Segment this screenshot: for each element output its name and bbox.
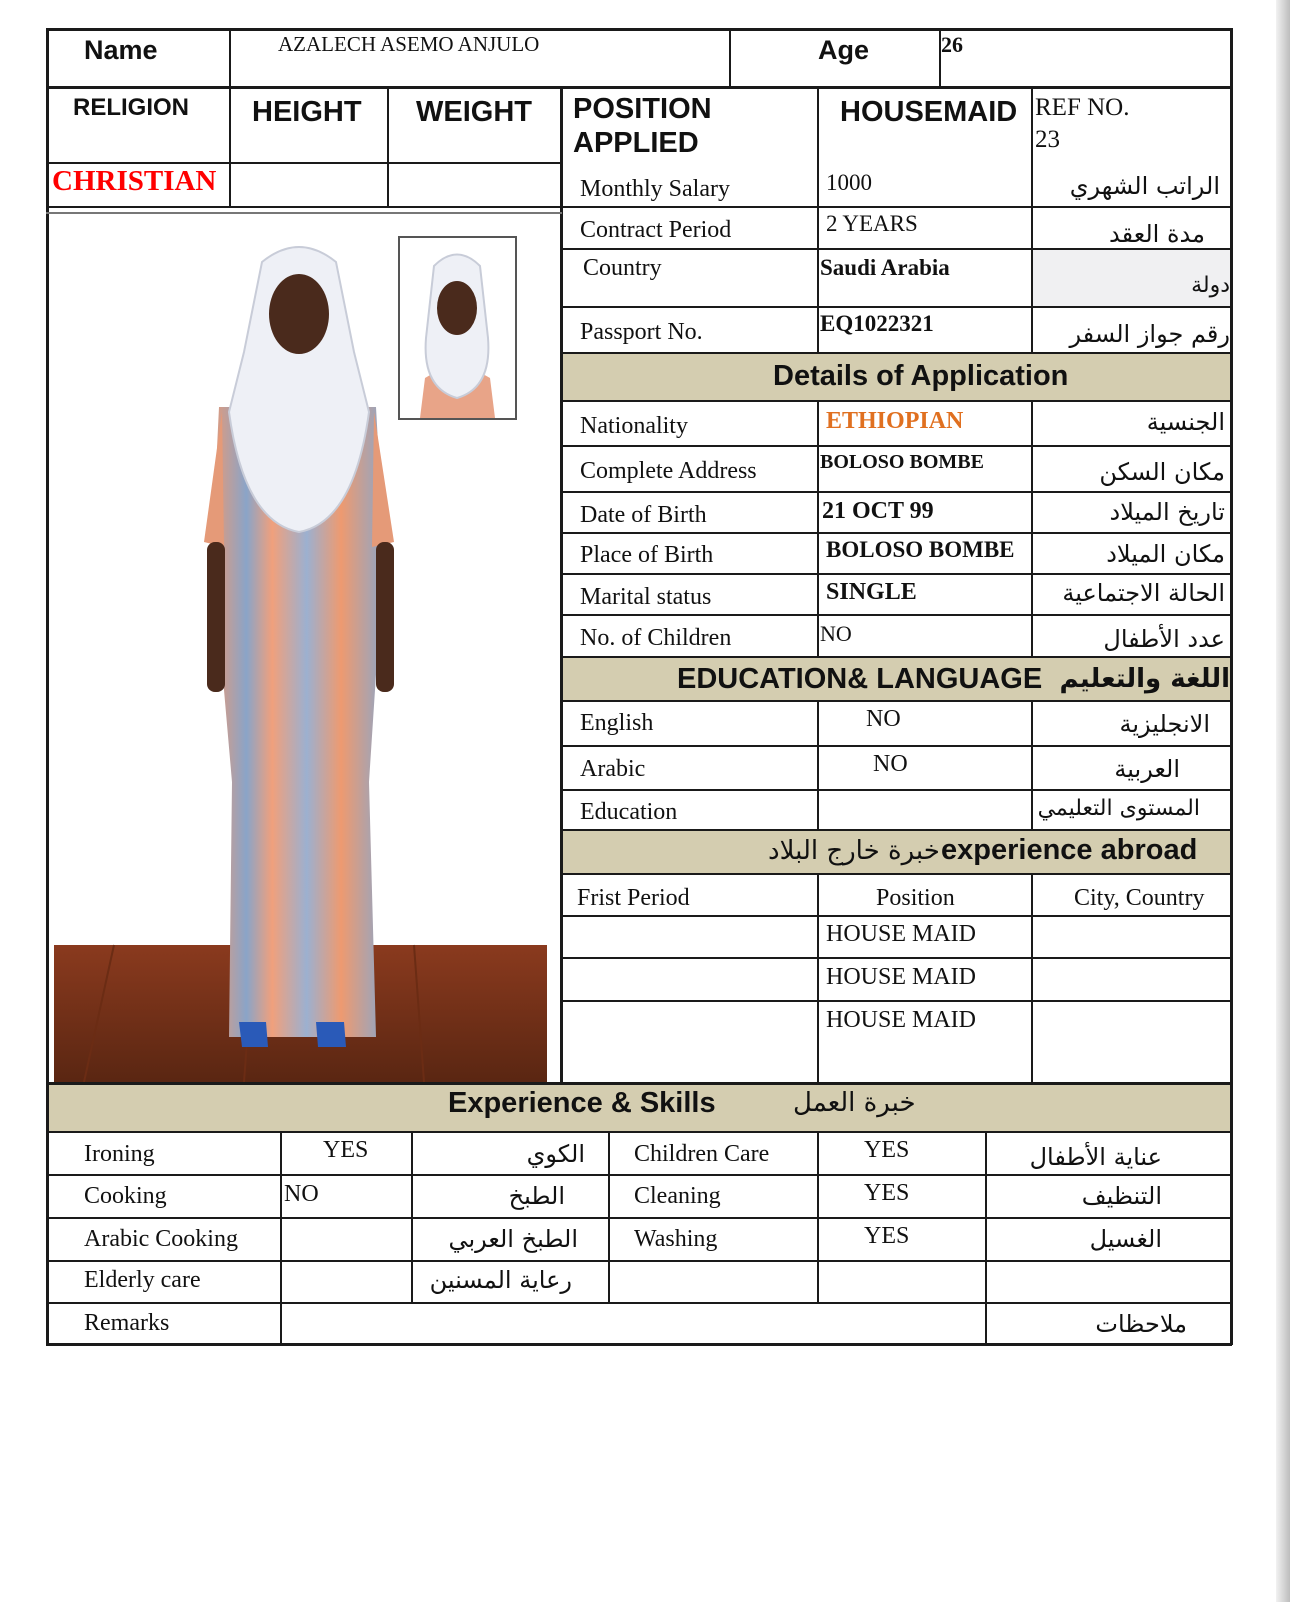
experience-title-ar: خبرة خارج البلاد <box>768 836 940 866</box>
contract-period-ar: مدة العقد <box>1109 220 1205 248</box>
english-value: NO <box>866 706 901 732</box>
elderly-care-ar: رعاية المسنين <box>429 1266 572 1294</box>
marital-label: Marital status <box>580 584 712 610</box>
country-label: Country <box>583 255 662 281</box>
remarks-ar: ملاحظات <box>1095 1310 1187 1338</box>
position-label-line1: POSITION <box>573 93 712 125</box>
exp-col-city: City, Country <box>1074 885 1205 911</box>
elderly-care-label: Elderly care <box>84 1267 201 1293</box>
religion-label: RELIGION <box>73 94 190 121</box>
arabic-label: Arabic <box>580 756 646 782</box>
nationality-ar: الجنسية <box>1146 408 1225 436</box>
skills-title: Experience & Skills <box>448 1087 716 1119</box>
height-label: HEIGHT <box>252 96 362 128</box>
name-value: AZALECH ASEMO ANJULO <box>278 32 540 56</box>
country-value: Saudi Arabia <box>820 255 950 280</box>
marital-ar: الحالة الاجتماعية <box>1062 579 1225 607</box>
monthly-salary-value: 1000 <box>826 170 872 195</box>
monthly-salary-ar: الراتب الشهري <box>1069 172 1220 200</box>
children-care-label: Children Care <box>634 1141 770 1167</box>
education-label: Education <box>580 799 678 825</box>
nationality-value: ETHIOPIAN <box>826 408 964 434</box>
washing-label: Washing <box>634 1226 718 1252</box>
passport-value: EQ1022321 <box>820 311 934 336</box>
children-ar: عدد الأطفال <box>1103 625 1225 653</box>
address-value: BOLOSO BOMBE <box>820 451 984 473</box>
remarks-label: Remarks <box>84 1310 170 1336</box>
children-value: NO <box>820 621 852 646</box>
passport-photo <box>398 236 517 420</box>
name-label: Name <box>84 35 158 65</box>
arabic-value: NO <box>873 751 908 777</box>
skills-title-ar: خبرة العمل <box>793 1088 916 1118</box>
english-ar: الانجليزية <box>1119 710 1210 738</box>
ironing-value: YES <box>323 1137 369 1163</box>
arabic-cooking-ar: الطبخ العربي <box>448 1225 578 1253</box>
exp-position-row-2: HOUSE MAID <box>826 964 976 990</box>
religion-value: CHRISTIAN <box>52 165 217 197</box>
cleaning-label: Cleaning <box>634 1183 721 1209</box>
arabic-cooking-label: Arabic Cooking <box>84 1226 238 1252</box>
ironing-label: Ironing <box>84 1141 155 1167</box>
weight-label: WEIGHT <box>416 96 532 128</box>
education-level-ar: المستوى التعليمي <box>1037 796 1200 821</box>
address-label: Complete Address <box>580 458 757 484</box>
passport-ar: رقم جواز السفر <box>1069 320 1230 348</box>
dob-ar: تاريخ الميلاد <box>1109 498 1225 526</box>
dob-label: Date of Birth <box>580 502 707 528</box>
exp-col-position: Position <box>876 885 955 911</box>
position-label-line2: APPLIED <box>573 127 699 159</box>
monthly-salary-label: Monthly Salary <box>580 176 730 202</box>
children-care-value: YES <box>864 1137 910 1163</box>
passport-label: Passport No. <box>580 319 703 345</box>
washing-ar: الغسيل <box>1089 1225 1162 1253</box>
pob-ar: مكان الميلاد <box>1106 540 1225 568</box>
ref-label: REF NO. <box>1035 94 1130 121</box>
education-title-ar: اللغة والتعليم <box>1059 664 1230 694</box>
marital-value: SINGLE <box>826 579 917 605</box>
ironing-ar: الكوي <box>526 1140 585 1168</box>
age-label: Age <box>818 35 870 65</box>
cooking-label: Cooking <box>84 1183 167 1209</box>
cooking-value: NO <box>284 1181 319 1207</box>
pob-value: BOLOSO BOMBE <box>826 537 1015 562</box>
ref-value: 23 <box>1035 126 1060 153</box>
english-label: English <box>580 710 654 736</box>
cleaning-value: YES <box>864 1180 910 1206</box>
address-ar: مكان السكن <box>1099 458 1225 486</box>
nationality-label: Nationality <box>580 413 688 439</box>
children-care-ar: عناية الأطفال <box>1029 1143 1162 1171</box>
country-ar: دولة <box>1191 273 1230 298</box>
exp-col-period: Frist Period <box>577 885 690 911</box>
arabic-ar: العربية <box>1114 755 1180 783</box>
details-title: Details of Application <box>773 360 1069 392</box>
contract-period-value: 2 YEARS <box>826 211 918 236</box>
position-value: HOUSEMAID <box>840 96 1018 128</box>
cooking-ar: الطبخ <box>508 1182 565 1210</box>
education-title: EDUCATION& LANGUAGE <box>677 663 1043 695</box>
exp-position-row-1: HOUSE MAID <box>826 921 976 947</box>
dob-value: 21 OCT 99 <box>822 498 934 524</box>
washing-value: YES <box>864 1223 910 1249</box>
children-label: No. of Children <box>580 625 732 651</box>
cleaning-ar: التنظيف <box>1081 1182 1162 1210</box>
experience-title: experience abroad <box>941 834 1198 866</box>
contract-period-label: Contract Period <box>580 217 732 243</box>
page-edge <box>1276 0 1290 1602</box>
age-value: 26 <box>941 32 963 57</box>
exp-position-row-3: HOUSE MAID <box>826 1007 976 1033</box>
pob-label: Place of Birth <box>580 542 714 568</box>
